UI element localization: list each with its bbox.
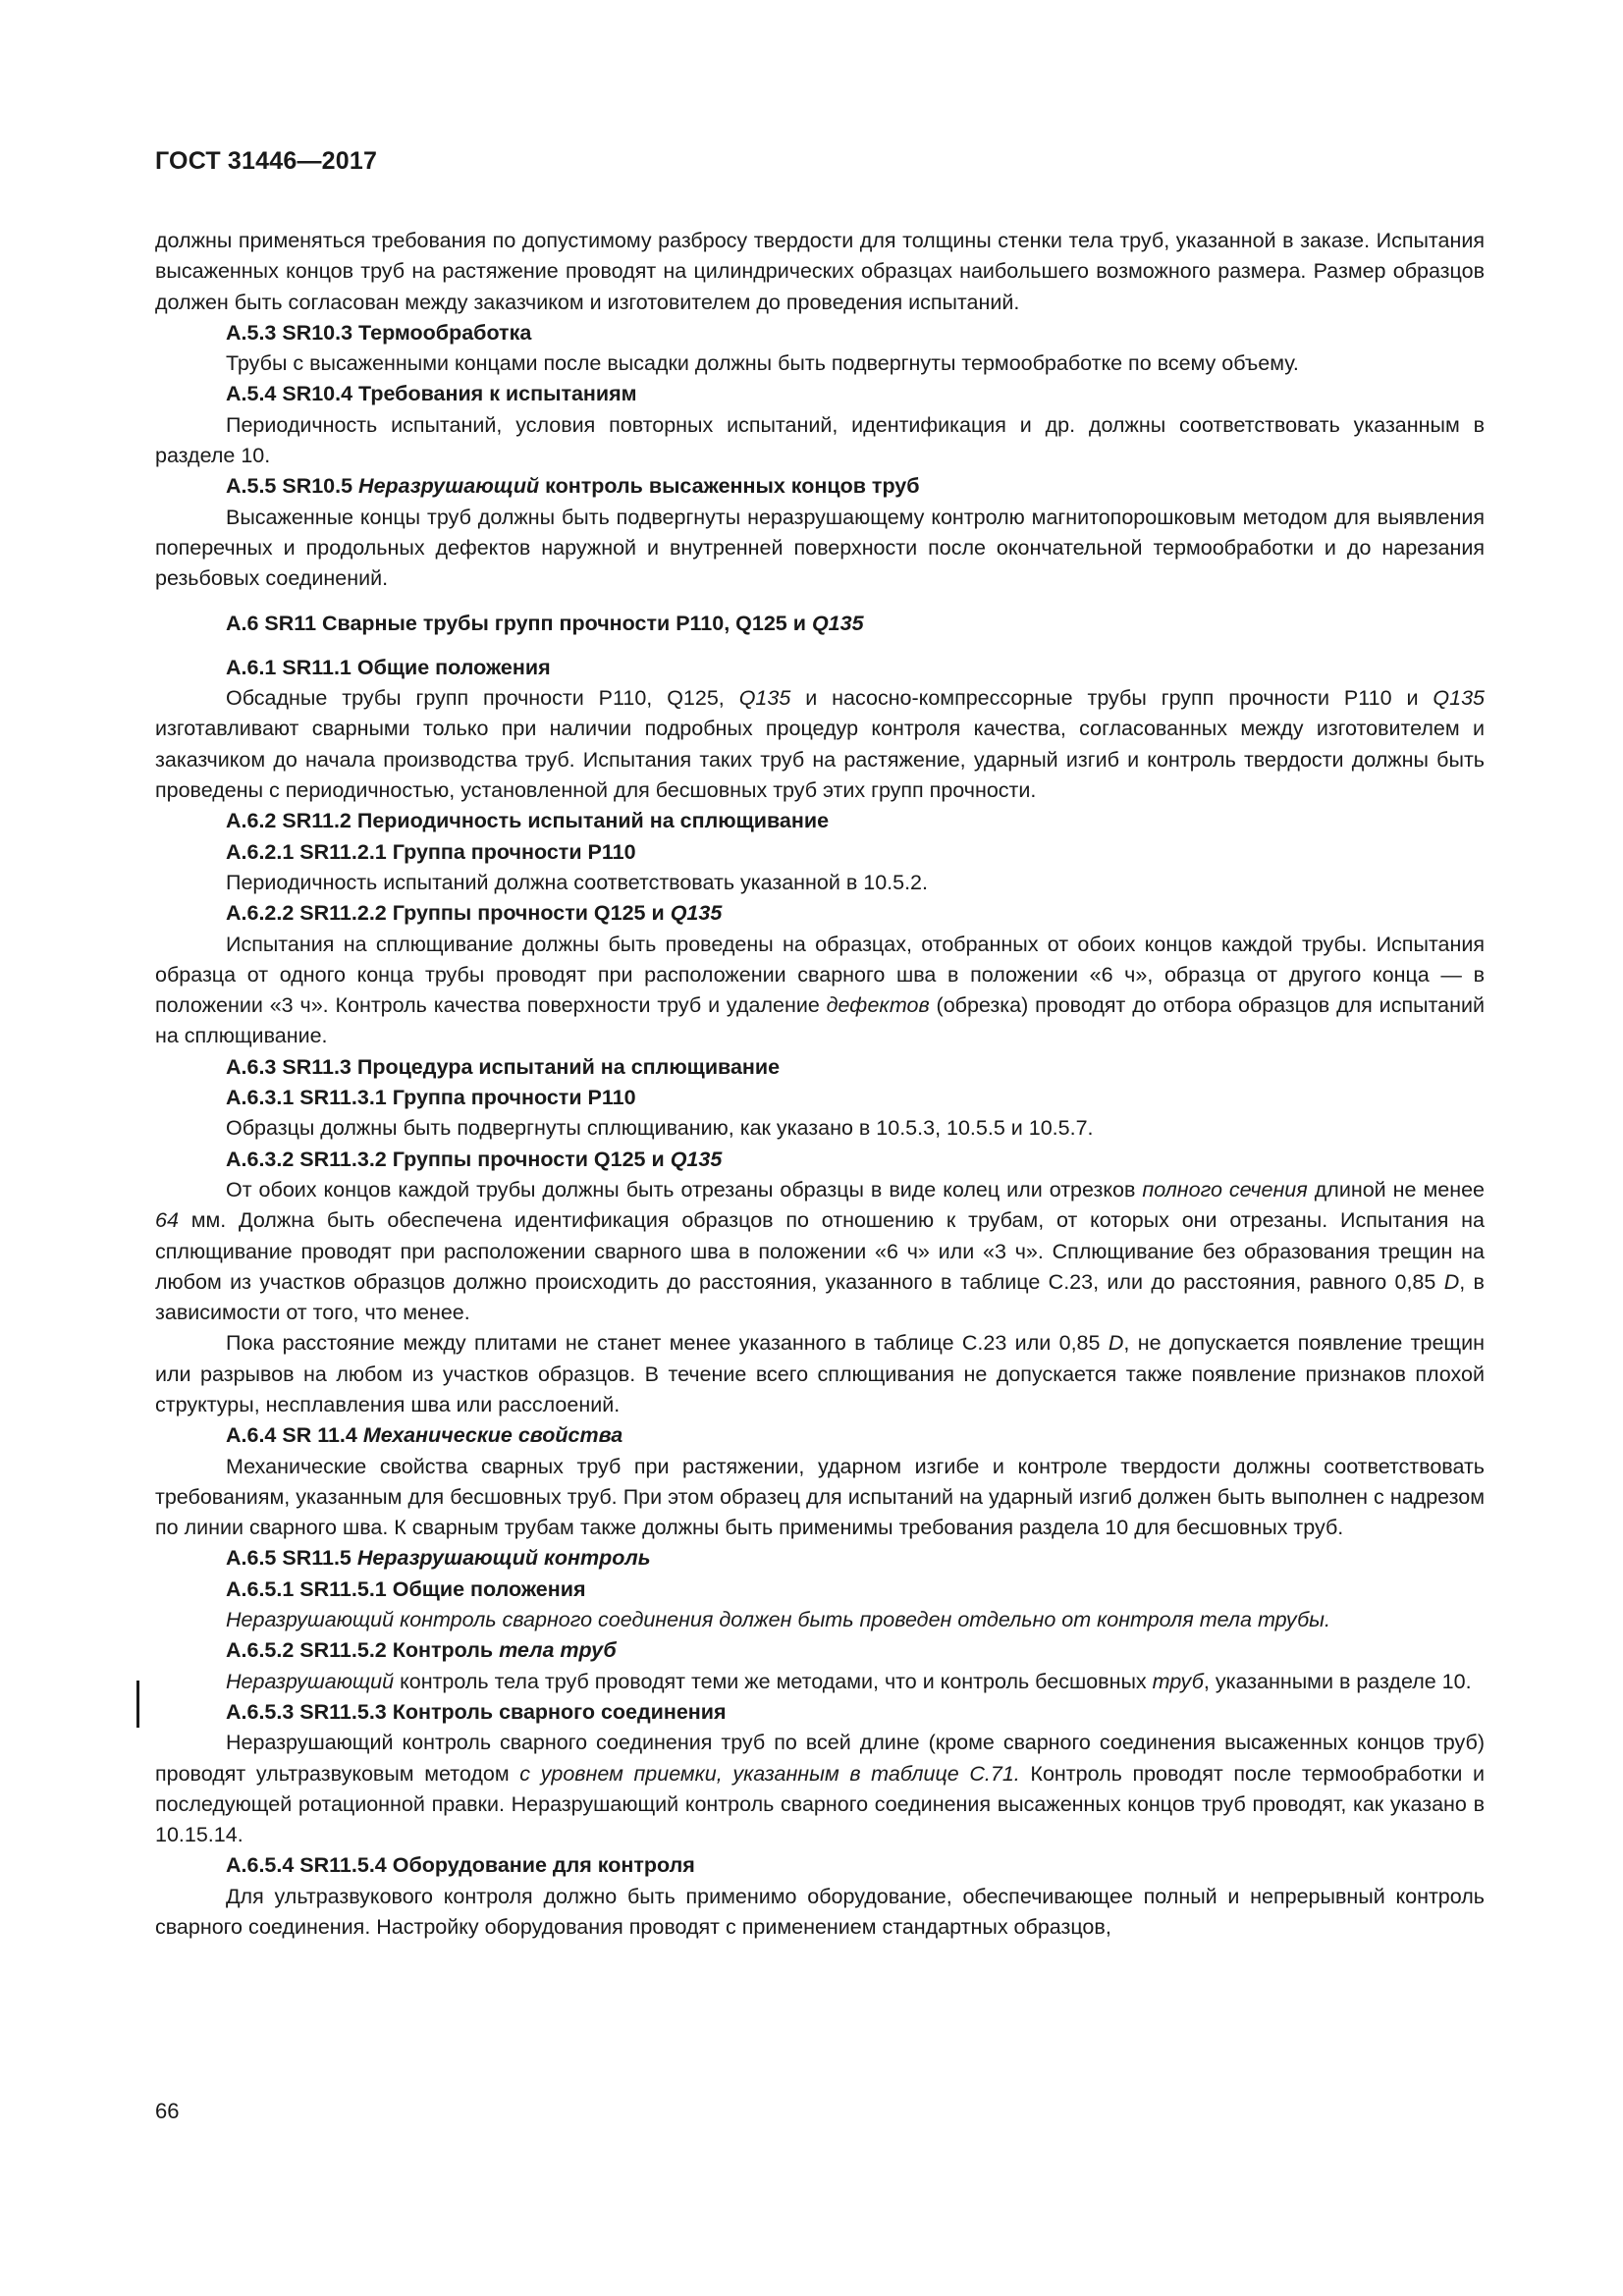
section-heading (155, 318, 1485, 348)
section-heading (155, 1543, 1485, 1574)
text-run: , не допускается появление трещин или разрывов на любом из участков образцов. В течение всего сплющивания не допускается также появление признаков плохой структуры, несплавления шва или расслоений. (155, 1331, 1485, 1416)
section-heading (155, 837, 1485, 868)
text-run: А.6.1 SR11.1 Общие положения (226, 655, 551, 679)
section-heading (155, 898, 1485, 929)
text-run: А.5.4 SR10.4 Требования к испытаниям (226, 382, 637, 406)
italic-text-run: Q135 (670, 1147, 723, 1171)
section-heading (155, 653, 1485, 683)
text-run: А.6.2 SR11.2 Периодичность испытаний на сплющивание (226, 809, 830, 833)
italic-text-run: Механические свойства (362, 1423, 623, 1448)
text-run: , в зависимости от того, что менее. (155, 1269, 1485, 1325)
italic-text-run: труб (1152, 1669, 1204, 1693)
document-body (155, 226, 1485, 1943)
body-paragraph (155, 1882, 1485, 1944)
text-run: Неразрушающий контроль сварного соединения труб по всей длине (кроме сварного соединения высаженных концов труб) проводят ультразвуковым методом (155, 1731, 1485, 1786)
text-run: Контроль проводят после термообработки и последующей ротационной правки. Неразрушающий контроль сварного соединения высаженных концов труб проводят, как указано в 10.15.14. (155, 1761, 1485, 1847)
body-paragraph (155, 868, 1485, 898)
section-heading (155, 1850, 1485, 1881)
text-run: А.6.3 SR11.3 Процедура испытаний на сплющивание (226, 1054, 781, 1079)
body-paragraph (155, 1667, 1485, 1697)
text-run: А.6.5.4 SR11.5.4 Оборудование для контроля (226, 1853, 695, 1878)
section-heading (155, 471, 1485, 502)
section-heading (155, 1635, 1485, 1666)
text-run: Обсадные трубы групп прочности Р110, Q125, (226, 686, 739, 711)
body-paragraph (155, 226, 1485, 318)
text-run: А.6.2.2 SR11.2.2 Группы прочности Q125 и (226, 901, 671, 926)
body-paragraph (155, 1328, 1485, 1420)
change-marker-bar (136, 1681, 139, 1728)
text-run: Трубы с высаженными концами после высадки должны быть подвергнуты термообработке по всему объему. (226, 351, 1299, 376)
text-run: Пока расстояние между плитами не станет менее указанного в таблице С.23 или 0,85 (226, 1331, 1109, 1356)
section-heading (155, 1697, 1485, 1728)
text-run: Периодичность испытаний должна соответствовать указанной в 10.5.2. (226, 870, 928, 894)
text-run: А.5.3 SR10.3 Термообработка (226, 320, 532, 345)
text-run: Высаженные концы труб должны быть подвергнуты неразрушающему контролю магнитопорошковым методом для выявления поперечных и продольных дефектов наружной и внутренней поверхности после окончательной термообработки и до нарезания резьбовых соединений. (155, 505, 1485, 591)
body-paragraph (155, 1605, 1485, 1635)
text-run: А.6.4 SR 11.4 (226, 1423, 363, 1448)
body-paragraph (155, 1728, 1485, 1850)
text-run: А.5.5 SR10.5 (226, 474, 359, 499)
text-run: , указанными в разделе 10. (1203, 1669, 1472, 1693)
italic-text-run: 64 (155, 1208, 179, 1233)
page-number: 66 (155, 2099, 180, 2123)
text-run: и насосно-компрессорные трубы групп прочности Р110 и (790, 686, 1434, 711)
text-run: длиной не менее (1307, 1177, 1485, 1201)
body-paragraph (155, 930, 1485, 1052)
body-paragraph (155, 503, 1485, 595)
text-run: А.6.3.1 SR11.3.1 Группа прочности Р110 (226, 1086, 636, 1110)
section-heading (155, 806, 1485, 836)
italic-text-run: Q135 (670, 901, 723, 926)
text-run: изготавливают сварными только при наличии подробных процедур контроля качества, согласованных между изготовителем и заказчиком до начала производства труб. Испытания таких труб на растяжение, ударный изгиб и контроль твердости должны быть проведены с периодичностью, установленной для бесшовных труб этих групп прочности. (155, 717, 1485, 803)
italic-text-run: Неразрушающий контроль (356, 1546, 651, 1571)
italic-text-run: Q135 (811, 611, 864, 635)
italic-text-run: D (1443, 1269, 1460, 1294)
text-run: Периодичность испытаний, условия повторных испытаний, идентификация и др. должны соответствовать указанным в разделе 10. (155, 412, 1485, 468)
section-heading (155, 1420, 1485, 1451)
body-paragraph (155, 1452, 1485, 1544)
text-run: А.6.2.1 SR11.2.1 Группа прочности Р110 (226, 839, 636, 864)
section-heading (155, 1145, 1485, 1175)
text-run: Образцы должны быть подвергнуты сплющиванию, как указано в 10.5.3, 10.5.5 и 10.5.7. (226, 1116, 1094, 1141)
section-heading (155, 1575, 1485, 1605)
body-paragraph (155, 410, 1485, 472)
italic-text-run: Q135 (738, 686, 791, 711)
text-run: А.6.3.2 SR11.3.2 Группы прочности Q125 и (226, 1147, 671, 1171)
text-run: А.6 SR11 Сварные трубы групп прочности Р110, Q125 и (226, 611, 812, 635)
italic-text-run: Q135 (1433, 686, 1485, 711)
document-code: ГОСТ 31446—2017 (155, 147, 378, 175)
text-run: контроль высаженных концов труб (539, 474, 920, 499)
italic-text-run: полного сечения (1142, 1177, 1308, 1201)
section-heading (155, 1052, 1485, 1083)
italic-text-run: Неразрушающий (358, 474, 540, 499)
text-run: контроль тела труб проводят теми же методами, что и контроль бесшовных (394, 1669, 1153, 1693)
text-run: Испытания на сплющивание должны быть проведены на образцах, отобранных от обоих концов каждой трубы. Испытания образца от одного конца трубы проводят при расположении сварного шва в положении «6 ч», образца от другого конца — в положении «3 ч». Контроль качества поверхности труб и удаление (155, 932, 1485, 1018)
italic-text-run: с уровнем приемки, указанным в таблице С.71. (519, 1761, 1020, 1786)
italic-text-run: Неразрушающий контроль сварного соединения должен быть проведен отдельно от контроля тела трубы. (226, 1608, 1330, 1632)
italic-text-run: D (1108, 1331, 1124, 1356)
text-run: А.6.5.1 SR11.5.1 Общие положения (226, 1576, 586, 1601)
text-run: Механические свойства сварных труб при растяжении, ударном изгибе и контроле твердости должны соответствовать требованиям, указанным для бесшовных труб. При этом образец для испытаний на ударный изгиб должен быть выполнен с надрезом по линии сварного шва. К сварным трубам также должны быть применимы требования раздела 10 для бесшовных труб. (155, 1454, 1485, 1540)
text-run: От обоих концов каждой трубы должны быть отрезаны образцы в виде колец или отрезков (226, 1177, 1143, 1201)
text-run: А.6.5.3 SR11.5.3 Контроль сварного соединения (226, 1699, 727, 1724)
italic-text-run: дефектов (826, 993, 930, 1018)
section-heading (155, 379, 1485, 409)
italic-text-run: Неразрушающий (226, 1669, 395, 1693)
text-run: мм. Должна быть обеспечена идентификация образцов по отношению к трубам, от которых они отрезаны. Испытания на сплющивание проводят при расположении сварного шва в положении «6 ч» или «3 ч». Сплющивание без образования трещин на любом из участков образцов должно происходить до расстояния, указанного в таблице С.23, или до расстояния, равного 0,85 (155, 1208, 1485, 1294)
text-run: А.6.5.2 SR11.5.2 Контроль (226, 1638, 500, 1663)
body-paragraph (155, 683, 1485, 806)
text-run: А.6.5 SR11.5 (226, 1546, 357, 1571)
italic-text-run: тела труб (499, 1638, 617, 1663)
body-paragraph (155, 348, 1485, 379)
text-run: должны применяться требования по допустимому разбросу твердости для толщины стенки тела труб, указанной в заказе. Испытания высаженных концов труб на растяжение проводят на цилиндрических образцах наибольшего возможного размера. Размер образцов должен быть согласован между заказчиком и изготовителем до проведения испытаний. (155, 229, 1485, 314)
section-heading (155, 609, 1485, 639)
section-heading (155, 1083, 1485, 1113)
body-paragraph (155, 1113, 1485, 1144)
text-run: Для ультразвукового контроля должно быть применимо оборудование, обеспечивающее полный и непрерывный контроль сварного соединения. Настройку оборудования проводят с применением стандартных образцов, (155, 1884, 1485, 1940)
text-run: (обрезка) проводят до отбора образцов для испытаний на сплющивание. (155, 993, 1485, 1048)
body-paragraph (155, 1175, 1485, 1328)
